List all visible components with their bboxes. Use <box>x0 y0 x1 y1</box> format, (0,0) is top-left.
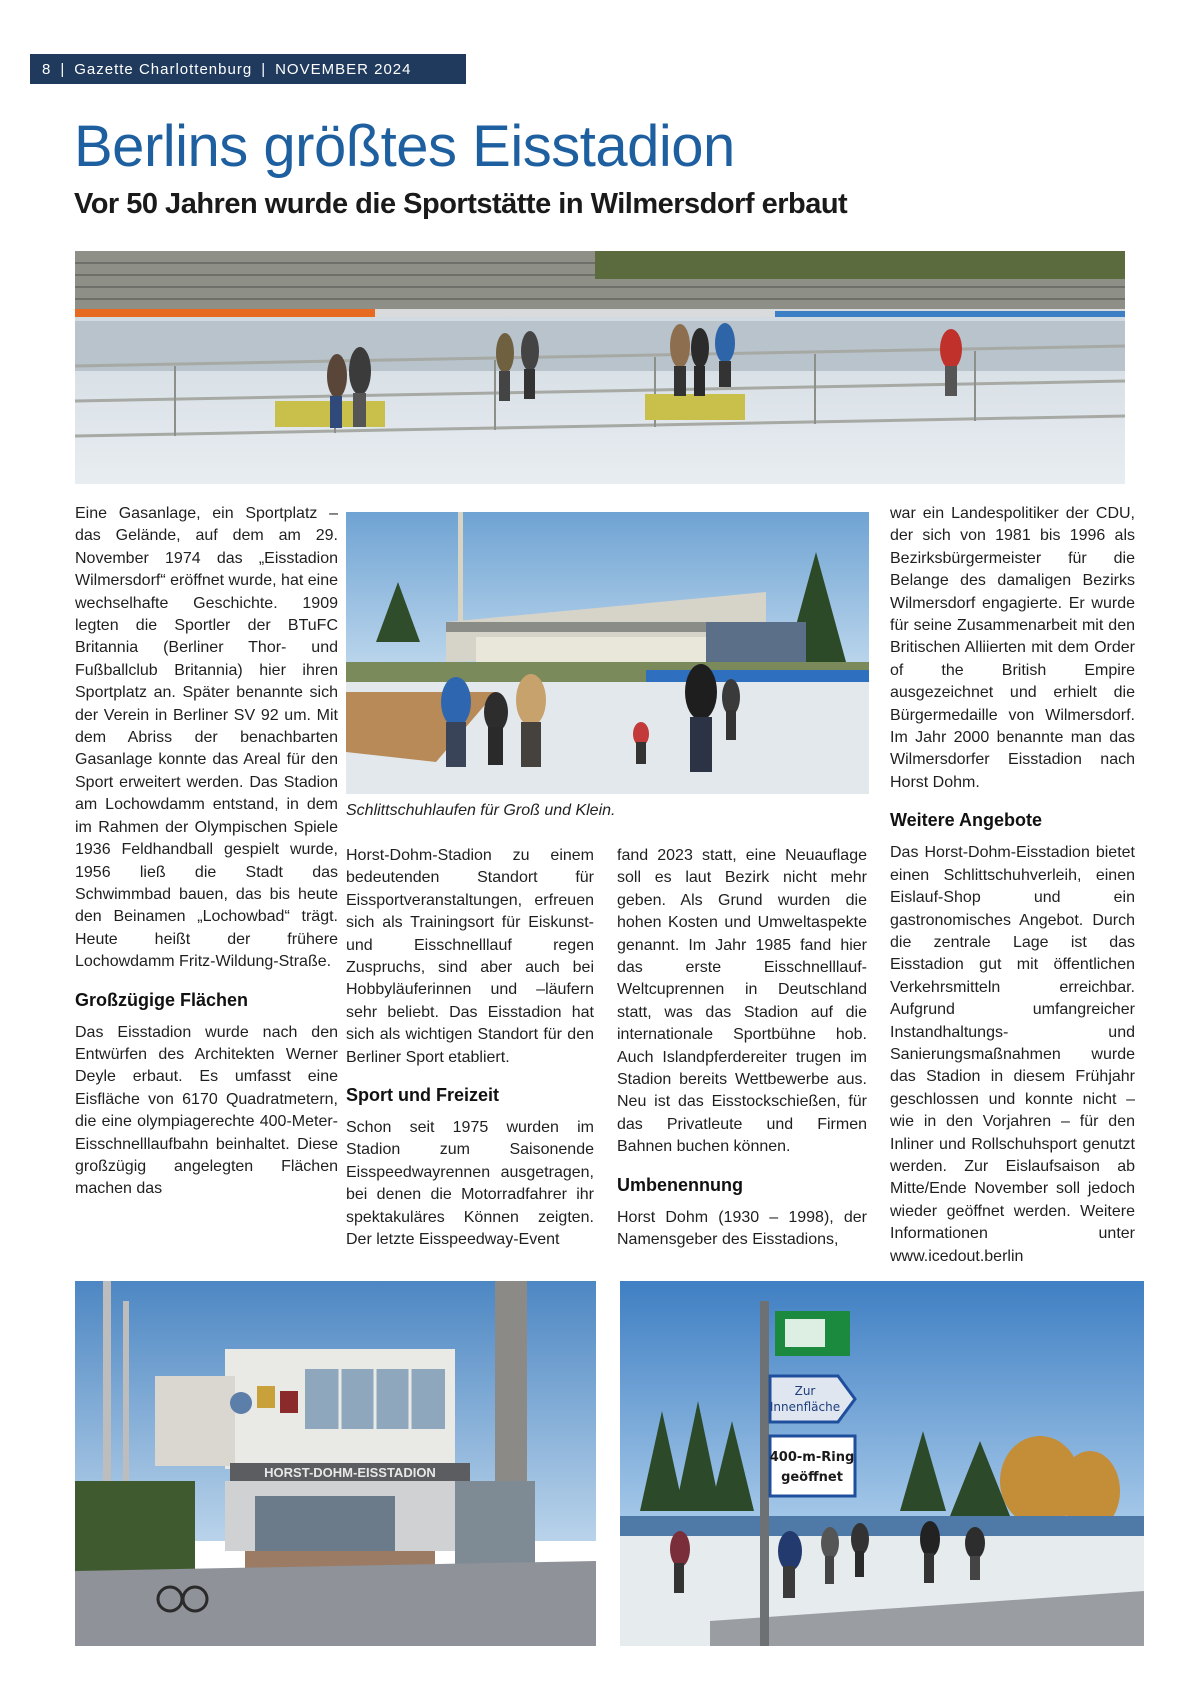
header-separator: | <box>261 60 267 78</box>
text-column-4 <box>890 503 1135 1268</box>
text-column-3 <box>617 845 867 1252</box>
issue-date: NOVEMBER 2024 <box>275 60 412 78</box>
article-title: Berlins größtes Eisstadion <box>74 114 735 179</box>
text-column-1 <box>75 503 338 1201</box>
paragraph: war ein Landespolitiker der CDU, der sich von 1981 bis 1996 als Bezirksbürgermeister für die Belange des damaligen Bezirks Wilmersdorf engagierte. Er wurde für seine Zusammenarbeit mit den Britischen Alliierten mit dem Order of the British Empire ausgezeichnet und erhielt die Bürgermedaille von Wilmersdorf. Im Jahr 2000 benannte man das Wilmersdorfer Eisstadion nach Horst Dohm. <box>890 505 1135 791</box>
middle-photo-skaters <box>346 512 869 794</box>
section-heading-sport: Sport und Freizeit <box>346 1085 499 1106</box>
header-separator: | <box>60 60 66 78</box>
top-photo-ice-rink <box>75 251 1125 484</box>
bottom-photo-rink-signpost <box>620 1281 1144 1646</box>
text-column-2 <box>346 845 594 1252</box>
sign-ring-line2: geöffnet <box>781 1470 843 1485</box>
section-heading-flaechen: Großzügige Flächen <box>75 989 249 1010</box>
section-heading-umbenennung: Umbenennung <box>617 1174 743 1195</box>
paragraph: fand 2023 statt, eine Neuauflage soll es laut Bezirk nicht mehr geben. Als Grund wurden die hohen Kosten und Umweltaspekte genannt. Im Jahr 1985 fand hier das erste Eisschnelllauf-Weltcuprennen in Deutschland statt, was das Stadion auf die internationale Sportbühne hob. Auch Islandpferdereiter trugen im Stadion bereits Wettbewerbe aus. Neu ist das Eisstockschießen, für das Privatleute und Firmen Bahnen buchen können. <box>617 847 867 1156</box>
paragraph: Eine Gasanlage, ein Sportplatz – das Gelände, auf dem am 29. November 1974 das „Eisstadion Wilmersdorf“ eröffnet wurde, hat eine wechselhafte Geschichte. 1909 legten die Sportler der BTuFC Britannia (Berliner Thor- und Fußballclub Britannia) hier ihren Sportplatz an. Später benannte sich der Verein in Berliner SV 92 um. Mit dem Abriss der benachbarten Gasanlage konnte das Areal für den Sport erweitert werden. Das Stadion am Lochowdamm entstand, in dem im Rahmen der Olympischen Spiele 1936 Feldhandball gespielt wurde, 1956 ließ die Stadt das Schwimmbad bauen, das bis heute den Beinamen „Lochowbad“ trägt. Heute heißt der frühere Lochowdamm Fritz-Wildung-Straße. <box>75 505 338 971</box>
paragraph: Horst Dohm (1930 – 1998), der Namensgeber des Eisstadions, <box>617 1208 867 1249</box>
paragraph: Horst-Dohm-Stadion zu einem bedeutenden Standort für Eissportveranstaltungen, erfreuen sich als Trainingsort für Eiskunst- und Eisschnelllauf regen Zuspruchs, sind aber auch bei Hobbyläuferinnen und –läufern sehr beliebt. Das Eisstadion hat sich als wichtigen Standort für den Berliner Sport etabliert. <box>346 847 594 1066</box>
page-header-bar <box>30 54 466 84</box>
publication-name: Gazette Charlottenburg <box>74 60 253 78</box>
sign-direction-line1: Zur <box>794 1384 816 1398</box>
photo-caption: Schlittschuhlaufen für Groß und Klein. <box>346 802 616 819</box>
paragraph: Das Eisstadion wurde nach den Entwürfen des Architekten Werner Deyle erbaut. Es umfasst eine Eisfläche von 6170 Quadratmetern, die eine olympiagerechte 400-Meter-Eisschnelllaufbahn beinhaltet. Diese großzügig angelegten Flächen machen das <box>75 1023 338 1198</box>
bottom-photo-stadium-entrance <box>75 1281 596 1646</box>
sign-ring-line1: 400-m-Ring <box>769 1450 855 1465</box>
section-heading-angebote: Weitere Angebote <box>890 810 1043 831</box>
paragraph: Das Horst-Dohm-Eisstadion bietet einen Schlittschuhverleih, einen Eislauf-Shop und ein gastronomisches Angebot. Durch die zentrale Lage ist das Eisstadion gut mit öffentlichen Verkehrsmitteln erreichbar. Aufgrund umfangreicher Instandhaltungs- und Sanierungsmaßnahmen wurde das Stadion in diesem Frühjahr geschlossen und konnte nicht – wie in den Vorjahren – für den Inliner und Rollschuhsport genutzt werden. Zur Eislaufsaison ab Mitte/Ende November soll jedoch wieder geöffnet werden. Weitere Informationen unter www.icedout.berlin <box>890 844 1135 1265</box>
paragraph: Schon seit 1975 wurden im Stadion zum Saisonende Eisspeedwayrennen ausgetragen, bei denen die Motorradfahrer ihr spektakuläres Können zeigten. Der letzte Eisspeedway-Event <box>346 1119 594 1249</box>
article-subtitle: Vor 50 Jahren wurde die Sportstätte in Wilmersdorf erbaut <box>74 188 848 220</box>
building-sign-text: HORST-DOHM-EISSTADION <box>264 1465 436 1480</box>
page-number: 8 <box>42 60 52 78</box>
sign-direction-line2: Innenfläche <box>769 1400 841 1414</box>
